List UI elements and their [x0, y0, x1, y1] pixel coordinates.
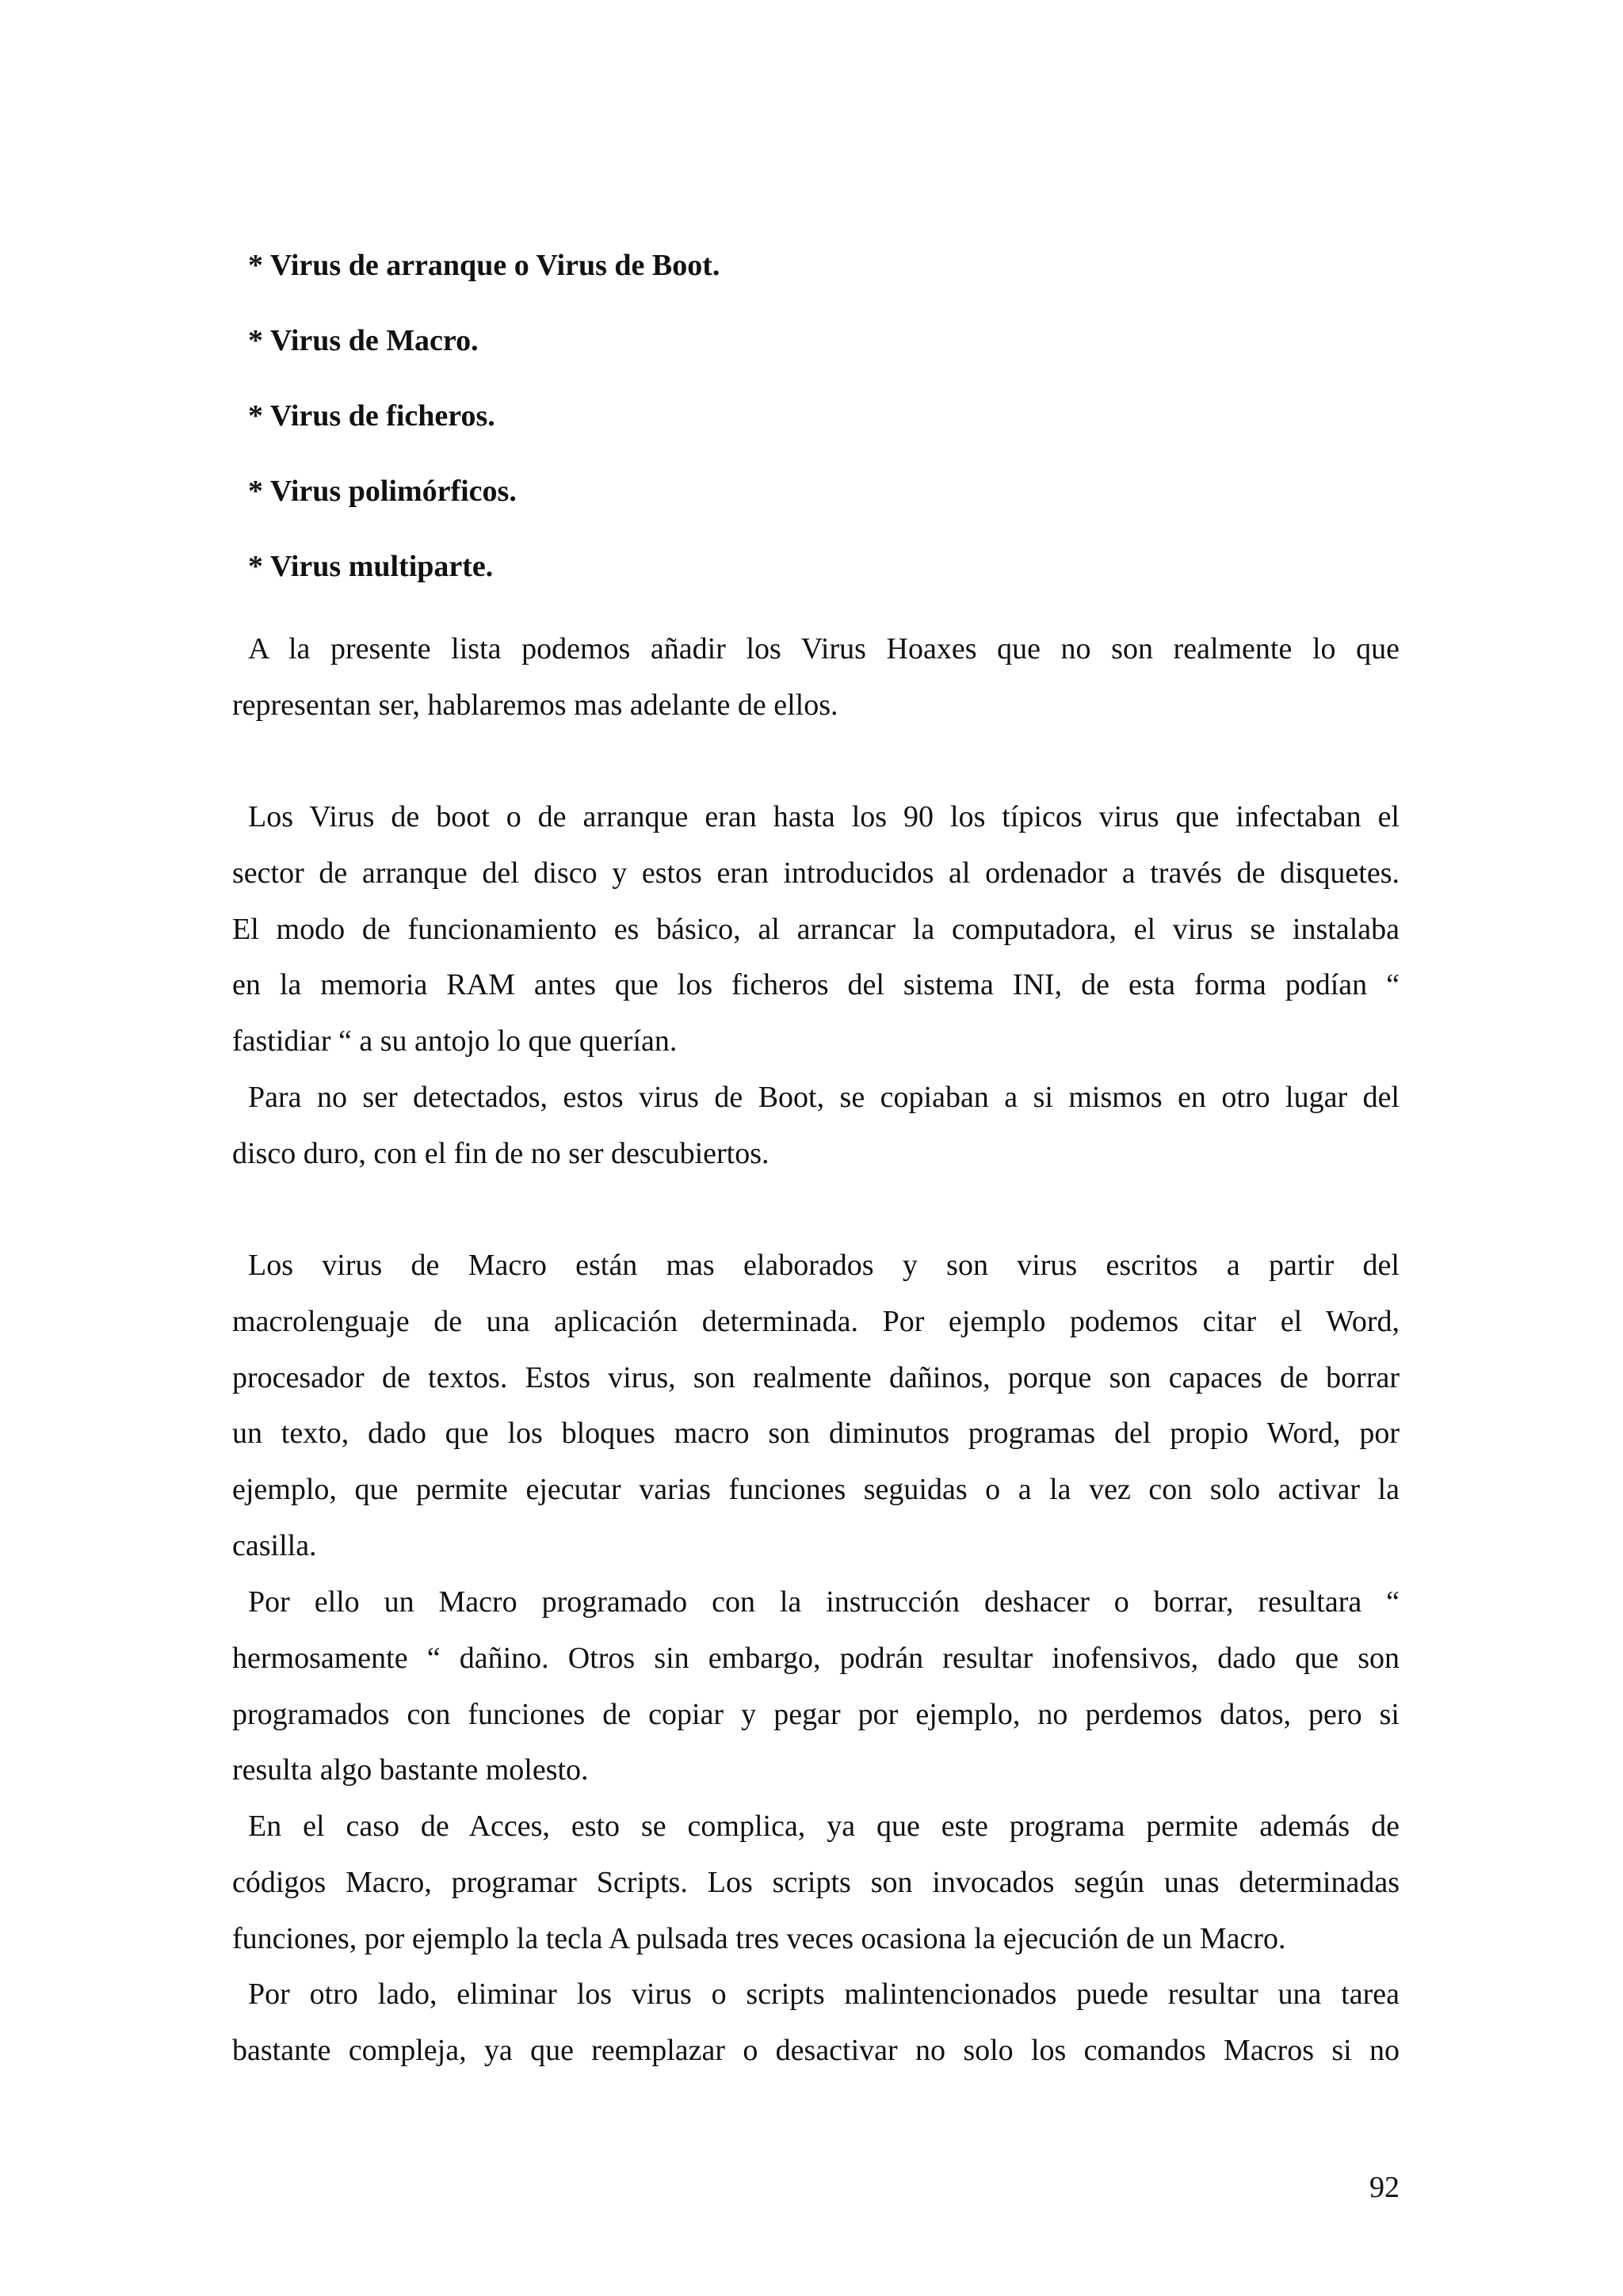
- text-line: Los Virus de boot o de arranque eran hasta los 90 los típicos virus que infectaban el: [248, 800, 1400, 833]
- text-line: Por otro lado, eliminar los virus o scripts malintencionados puede resultar una tarea: [248, 1978, 1400, 2011]
- virus-type-list: [248, 247, 1405, 585]
- paragraph-hoaxes: [232, 621, 1400, 734]
- text-line: A la presente lista podemos añadir los Virus Hoaxes que no son realmente lo que: [248, 632, 1400, 666]
- text-line: procesador de textos. Estos virus, son realmente dañinos, porque son capaces de borrar: [232, 1360, 1400, 1394]
- text-line: códigos Macro, programar Scripts. Los scripts son invocados según unas determinadas: [232, 1865, 1400, 1899]
- text-line: resulta algo bastante molesto.: [232, 1753, 589, 1787]
- text-line: en la memoria RAM antes que los ficheros del sistema INI, de esta forma podían “: [232, 968, 1400, 1002]
- page-number: 92: [1369, 2171, 1400, 2204]
- text-line: fastidiar “ a su antojo lo que querían.: [232, 1024, 678, 1058]
- paragraph-boot-detection: [232, 1070, 1400, 1182]
- list-item: * Virus de Macro.: [248, 324, 479, 357]
- text-line: Los virus de Macro están mas elaborados y son virus escritos a partir del: [248, 1249, 1400, 1282]
- text-line: un texto, dado que los bloques macro son diminutos programas del propio Word, por: [232, 1417, 1400, 1451]
- text-line: programados con funciones de copiar y pegar por ejemplo, no perdemos datos, pero si: [232, 1697, 1400, 1731]
- paragraph-removal: [232, 1966, 1400, 2079]
- text-line: hermosamente “ dañino. Otros sin embargo, podrán resultar inofensivos, dado que son: [232, 1641, 1400, 1675]
- text-line: Por ello un Macro programado con la instrucción deshacer o borrar, resultara “: [248, 1585, 1400, 1619]
- text-line: disco duro, con el fin de no ser descubiertos.: [232, 1136, 769, 1170]
- paragraph-boot-virus: [232, 789, 1400, 1070]
- list-item: * Virus multiparte.: [248, 550, 494, 583]
- text-line: casilla.: [232, 1528, 317, 1562]
- text-line: ejemplo, que permite ejecutar varias funciones seguidas o a la vez con solo activar la: [232, 1473, 1400, 1507]
- text-line: El modo de funcionamiento es básico, al arrancar la computadora, el virus se instalaba: [232, 912, 1400, 946]
- paragraph-acces-scripts: [232, 1798, 1400, 1966]
- list-item: * Virus de arranque o Virus de Boot.: [248, 249, 720, 282]
- paragraph-macro-damage: [232, 1574, 1400, 1798]
- list-item: * Virus polimórficos.: [248, 475, 517, 508]
- text-line: representan ser, hablaremos mas adelante de ellos.: [232, 688, 838, 722]
- text-line: En el caso de Acces, esto se complica, ya que este programa permite además de: [248, 1810, 1400, 1843]
- text-line: sector de arranque del disco y estos eran introducidos al ordenador a través de disquetes.: [232, 856, 1400, 890]
- list-item: * Virus de ficheros.: [248, 399, 495, 433]
- text-line: bastante compleja, ya que reemplazar o desactivar no solo los comandos Macros si no: [232, 2033, 1400, 2067]
- paragraph-macro-virus: [232, 1238, 1400, 1574]
- text-line: macrolenguaje de una aplicación determinada. Por ejemplo podemos citar el Word,: [232, 1304, 1400, 1338]
- text-line: Para no ser detectados, estos virus de Boot, se copiaban a si mismos en otro lugar del: [248, 1081, 1400, 1114]
- text-line: funciones, por ejemplo la tecla A pulsada tres veces ocasiona la ejecución de un Macro.: [232, 1921, 1286, 1955]
